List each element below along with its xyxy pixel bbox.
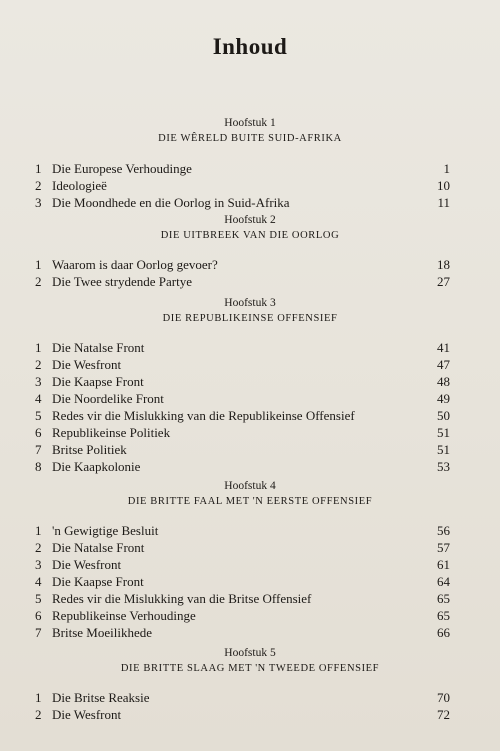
entry-number: 1 — [35, 690, 42, 705]
entry-page: 11 — [437, 195, 450, 210]
entry-title: Republikeinse Politiek — [52, 425, 171, 440]
toc-entry — [0, 356, 500, 373]
entry-title: Die Twee strydende Partye — [52, 274, 192, 289]
toc-entry — [0, 407, 500, 424]
entry-title: Redes vir die Mislukking van die Britse Offensief — [52, 591, 312, 606]
entry-page: 10 — [437, 178, 450, 193]
toc-entry — [0, 273, 500, 290]
entry-number: 3 — [35, 195, 42, 210]
entry-page: 51 — [437, 425, 450, 440]
entry-page: 57 — [437, 540, 450, 555]
chapter-label: Hoofstuk 4 — [224, 480, 276, 492]
entry-page: 27 — [437, 274, 450, 289]
toc-entry — [0, 177, 500, 194]
entry-page: 47 — [437, 357, 450, 372]
entry-page: 72 — [437, 707, 450, 722]
chapter-2 — [0, 213, 500, 290]
chapter-title: DIE WÊRELD BUITE SUID-AFRIKA — [158, 133, 342, 144]
entry-number: 3 — [35, 374, 42, 389]
entry-title: Die Kaapkolonie — [52, 459, 141, 474]
chapter-1 — [0, 116, 500, 211]
chapter-title: DIE BRITTE FAAL MET 'N EERSTE OFFENSIEF — [127, 496, 373, 507]
toc-entry — [0, 689, 500, 706]
entry-number: 8 — [35, 459, 42, 474]
entry-title: Britse Moeilikhede — [52, 625, 153, 640]
chapter-label: Hoofstuk 1 — [224, 117, 276, 129]
toc-entry — [0, 573, 500, 590]
toc-entry — [0, 194, 500, 211]
toc-entry — [0, 373, 500, 390]
entry-page: 48 — [437, 374, 450, 389]
toc-entry — [0, 624, 500, 641]
toc-entry — [0, 539, 500, 556]
chapter-label: Hoofstuk 2 — [224, 214, 276, 226]
entry-title: Britse Politiek — [52, 442, 127, 457]
toc-entry — [0, 607, 500, 624]
entry-number: 2 — [35, 540, 42, 555]
chapter-5 — [0, 646, 500, 723]
entry-page: 64 — [437, 574, 450, 589]
toc-entry — [0, 424, 500, 441]
entry-page: 41 — [437, 340, 450, 355]
entry-page: 65 — [437, 591, 450, 606]
entry-number: 4 — [35, 574, 42, 589]
entry-title: Die Wesfront — [52, 557, 122, 572]
toc-entry — [0, 590, 500, 607]
toc-entry — [0, 256, 500, 273]
entry-number: 7 — [35, 625, 42, 640]
entry-number: 4 — [35, 391, 42, 406]
chapter-4 — [0, 479, 500, 641]
toc-entry — [0, 556, 500, 573]
chapter-title: DIE REPUBLIKEINSE OFFENSIEF — [162, 313, 338, 324]
entry-title: Waarom is daar Oorlog gevoer? — [52, 257, 218, 272]
entry-title: Die Kaapse Front — [52, 574, 144, 589]
chapter-3 — [0, 296, 500, 475]
entry-page: 50 — [437, 408, 450, 423]
entry-title: Die Natalse Front — [52, 540, 145, 555]
entry-title: 'n Gewigtige Besluit — [52, 523, 159, 538]
entry-number: 1 — [35, 161, 42, 176]
chapter-title: DIE UITBREEK VAN DIE OORLOG — [160, 230, 340, 241]
toc-entry — [0, 160, 500, 177]
entry-number: 1 — [35, 257, 42, 272]
toc-entry — [0, 339, 500, 356]
toc-entry — [0, 441, 500, 458]
entry-page: 70 — [437, 690, 450, 705]
toc-entry — [0, 522, 500, 539]
entry-number: 5 — [35, 408, 42, 423]
entry-page: 18 — [437, 257, 450, 272]
entry-number: 5 — [35, 591, 42, 606]
entry-page: 1 — [443, 161, 450, 176]
toc-entry — [0, 458, 500, 475]
entry-number: 3 — [35, 557, 42, 572]
entry-page: 49 — [437, 391, 450, 406]
entry-page: 51 — [437, 442, 450, 457]
entry-number: 7 — [35, 442, 42, 457]
entry-page: 53 — [437, 459, 450, 474]
entry-number: 1 — [35, 340, 42, 355]
chapter-label: Hoofstuk 5 — [224, 647, 276, 659]
entry-page: 65 — [437, 608, 450, 623]
entry-title: Redes vir die Mislukking van die Republikeinse Offensief — [52, 408, 355, 423]
entry-title: Die Britse Reaksie — [52, 690, 150, 705]
entry-title: Die Wesfront — [52, 357, 122, 372]
toc-entry — [0, 706, 500, 723]
entry-title: Die Kaapse Front — [52, 374, 144, 389]
entry-title: Die Natalse Front — [52, 340, 145, 355]
entry-number: 1 — [35, 523, 42, 538]
chapter-label: Hoofstuk 3 — [224, 297, 276, 309]
entry-title: Die Noordelike Front — [52, 391, 164, 406]
entry-page: 61 — [437, 557, 450, 572]
toc-entry — [0, 390, 500, 407]
chapter-title: DIE BRITTE SLAAG MET 'N TWEEDE OFFENSIEF — [120, 663, 380, 674]
entry-number: 2 — [35, 357, 42, 372]
entry-page: 66 — [437, 625, 450, 640]
entry-number: 2 — [35, 274, 42, 289]
entry-title: Die Moondhede en die Oorlog in Suid-Afrika — [52, 195, 290, 210]
entry-title: Republikeinse Verhoudinge — [52, 608, 196, 623]
page-title: Inhoud — [212, 34, 288, 59]
entry-number: 2 — [35, 707, 42, 722]
entry-page: 56 — [437, 523, 450, 538]
entry-title: Die Europese Verhoudinge — [52, 161, 192, 176]
entry-title: Die Wesfront — [52, 707, 122, 722]
entry-title: Ideologieë — [52, 178, 107, 193]
entry-number: 6 — [35, 608, 42, 623]
entry-number: 2 — [35, 178, 42, 193]
entry-number: 6 — [35, 425, 42, 440]
